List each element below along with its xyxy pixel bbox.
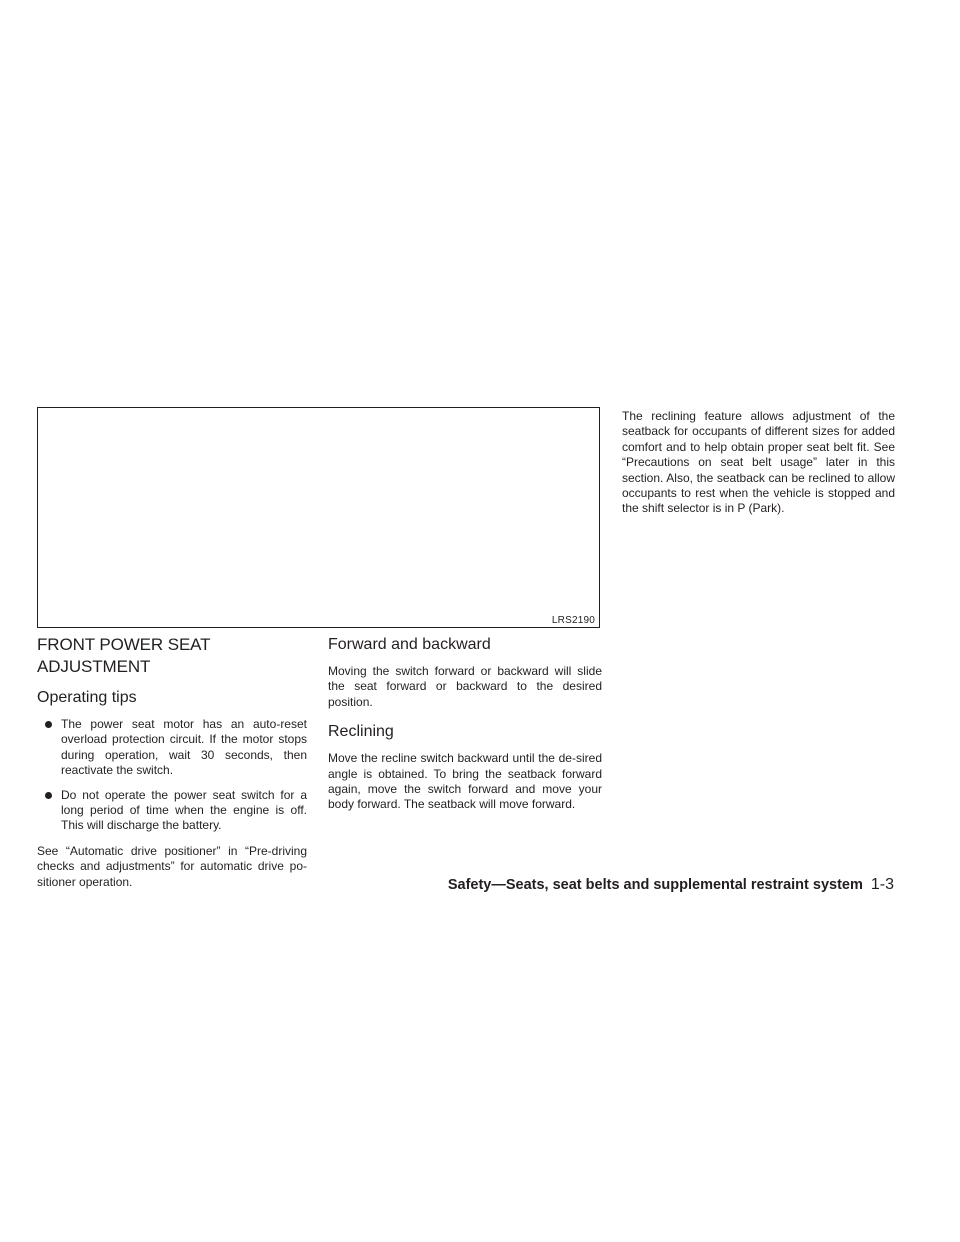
column-right	[622, 409, 895, 517]
illustration-frame	[37, 407, 600, 628]
reclining-feature-paragraph: The reclining feature allows adjustment of the seatback for occupants of different sizes for added comfort and to help obtain proper seat belt fit. See “Precautions on seat belt usage” later in this section. Also, the seatback can be reclined to allow occupants to rest when the vehicle is stopped and the shift selector is in P (Park).	[622, 409, 895, 516]
figure-label: LRS2190	[551, 615, 595, 626]
cross-reference-paragraph: See “Automatic drive positioner” in “Pre-driving checks and adjustments” for automatic drive po-sitioner operation.	[37, 843, 307, 889]
page-footer	[448, 876, 894, 894]
chapter-title: Safety—Seats, seat belts and supplemental restraint system	[447, 877, 863, 893]
page-number: 1-3	[870, 876, 894, 893]
subtitle-forward-backward: Forward and backward	[328, 636, 491, 653]
bullet-icon	[45, 792, 52, 799]
list-item	[37, 717, 307, 779]
list-item	[37, 788, 307, 834]
tips-list	[37, 717, 307, 834]
section-title: FRONT POWER SEAT ADJUSTMENT	[37, 635, 211, 676]
column-middle	[328, 634, 602, 813]
reclining-text: Move the recline switch backward until the de-sired angle is obtained. To bring the seatback forward again, move the switch forward and move your body forward. The seatback will move forward.	[328, 751, 602, 812]
forward-backward-text: Moving the switch forward or backward will slide the seat forward or backward to the desired position.	[328, 664, 602, 709]
subtitle-reclining: Reclining	[328, 723, 394, 741]
list-item-text: Do not operate the power seat switch for a long period of time when the engine is off. This will discharge the battery.	[61, 787, 307, 833]
bullet-icon	[45, 721, 52, 728]
subtitle-operating-tips: Operating tips	[37, 689, 137, 706]
column-left	[37, 634, 307, 890]
list-item-text: The power seat motor has an auto-reset overload protection circuit. If the motor stops during operation, wait 30 seconds, then reactivate the switch.	[61, 717, 307, 778]
